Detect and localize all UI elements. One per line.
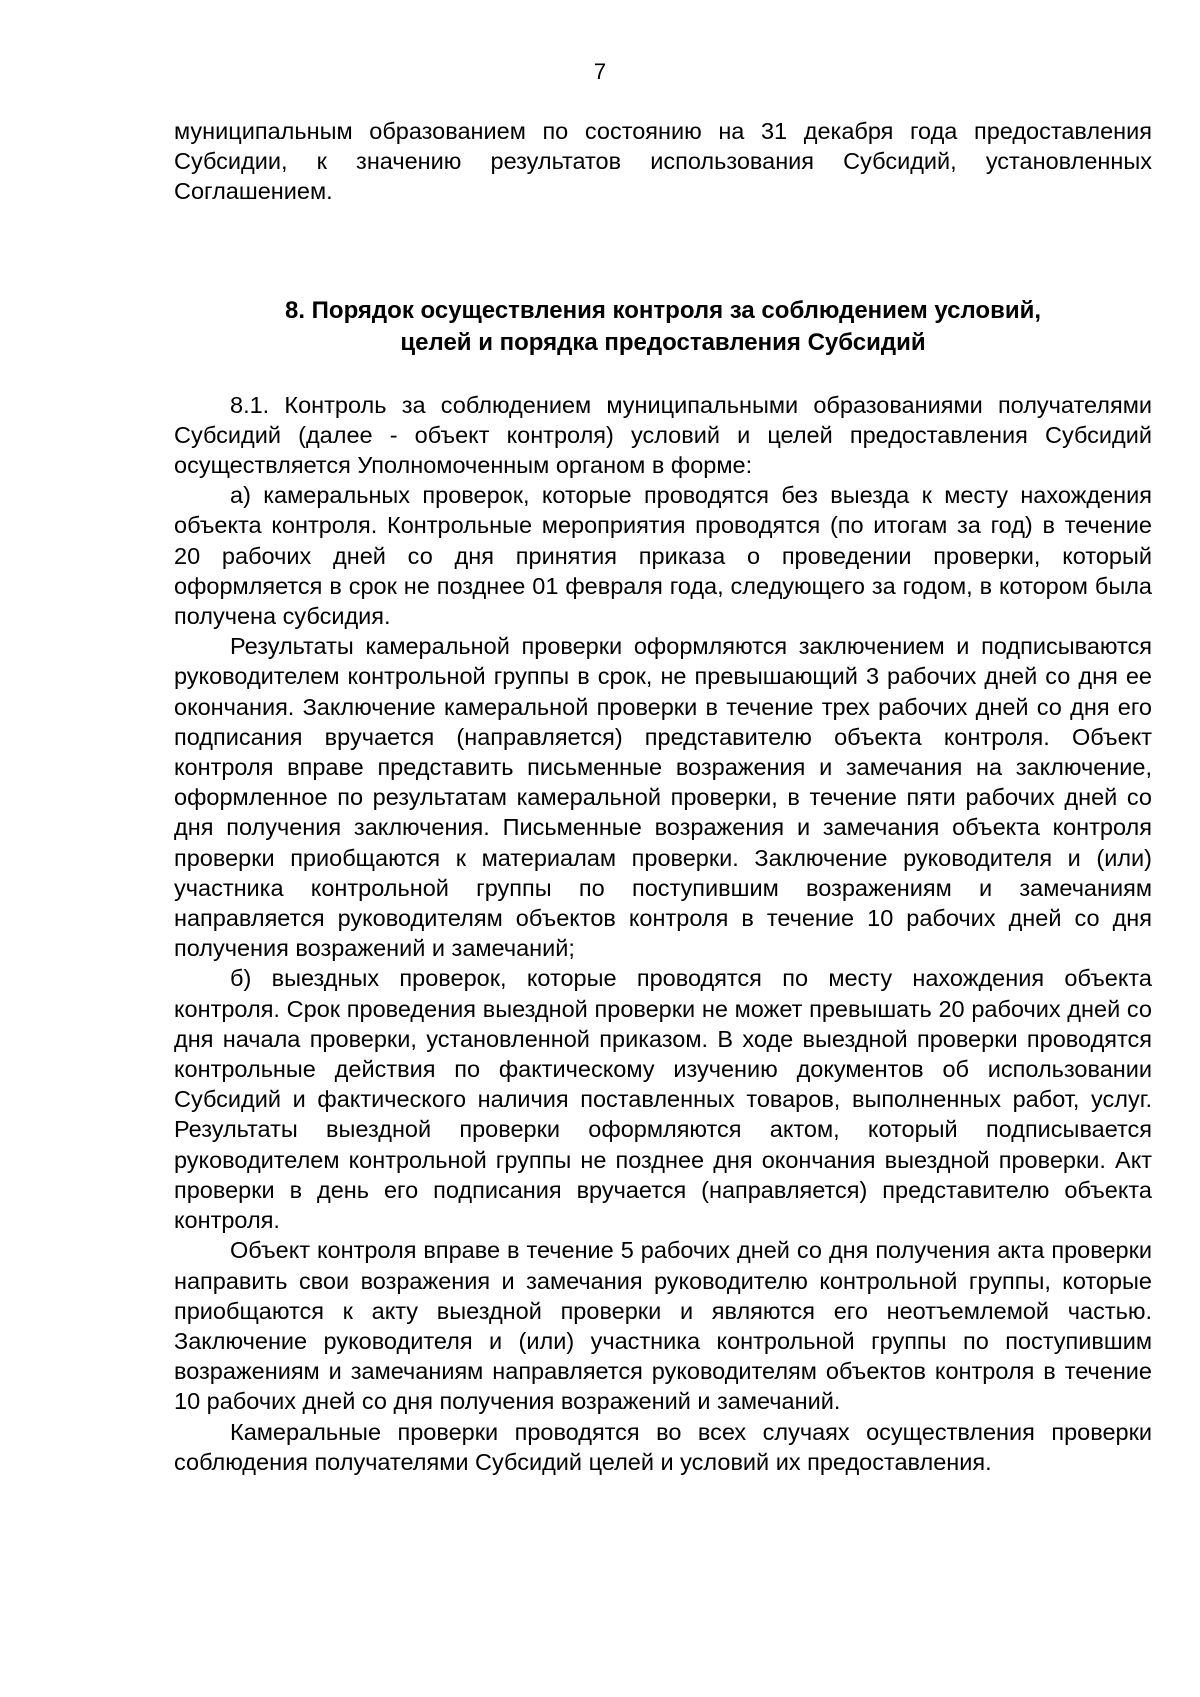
- page-number: 7: [593, 59, 607, 84]
- paragraph-item-b: б) выездных проверок, которые проводятся по месту нахождения объекта контроля. Срок проведения выездной проверки не может превышать 20 рабочих дней со дня начала проверки, установленной приказом. В ходе выездной проверки проводятся контрольные действия по фактическому изучению документов об использовании Субсидий и фактического наличия поставленных товаров, выполненных работ, услуг. Результаты выездной проверки оформляются актом, который подписывается руководителем контрольной группы не позднее дня окончания выездной проверки. Акт проверки в день его подписания вручается (направляется) представителю объекта контроля.: [174, 965, 1152, 1234]
- section-heading-line-2: целей и порядка предоставления Субсидий: [400, 328, 926, 356]
- page-content: [174, 116, 1152, 1477]
- paragraph-8-1: 8.1. Контроль за соблюдением муниципальными образованиями получателями Субсидий (далее - объект контроля) условий и целей предоставления Субсидий осуществляется Уполномоченным органом в форме:: [174, 391, 1152, 479]
- continuation-paragraph: муниципальным образованием по состоянию на 31 декабря года предоставления Субсидии, к значению результатов использования Субсидий, установленных Соглашением.: [174, 118, 1152, 205]
- paragraph-desk-audit-results: Результаты камеральной проверки оформляются заключением и подписываются руководителем контрольной группы в срок, не превышающий 3 рабочих дней со дня ее окончания. Заключение камеральной проверки в течение трех рабочих дней со дня его подписания вручается (направляется) представителю объекта контроля. Объект контроля вправе представить письменные возражения и замечания на заключение, оформленное по результатам камеральной проверки, в течение пяти рабочих дней со дня получения заключения. Письменные возражения и замечания объекта контроля проверки приобщаются к материалам проверки. Заключение руководителя и (или) участника контрольной группы по поступившим возражениям и замечаниям направляется руководителям объектов контроля в течение 10 рабочих дней со дня получения возражений и замечаний;: [174, 633, 1152, 962]
- paragraph-desk-audits-all-cases: Камеральные проверки проводятся во всех случаях осуществления проверки соблюдения получателями Субсидий целей и условий их предоставления.: [174, 1418, 1152, 1475]
- paragraph-item-a: а) камеральных проверок, которые проводятся без выезда к месту нахождения объекта контроля. Контрольные мероприятия проводятся (по итогам за год) в течение 20 рабочих дней со дня принятия приказа о проведении проверки, который оформляется в срок не позднее 01 февраля года, следующего за годом, в котором была получена субсидия.: [174, 482, 1152, 630]
- section-heading-line-1: 8. Порядок осуществления контроля за соблюдением условий,: [284, 296, 1041, 324]
- spacer: [174, 359, 1152, 390]
- paragraph-objections: Объект контроля вправе в течение 5 рабочих дней со дня получения акта проверки направить свои возражения и замечания руководителю контрольной группы, которые приобщаются к акту выездной проверки и являются его неотъемлемой частью. Заключение руководителя и (или) участника контрольной группы по поступившим возражениям и замечаниям направляется руководителям объектов контроля в течение 10 рабочих дней со дня получения возражений и замечаний.: [174, 1237, 1152, 1415]
- spacer: [174, 207, 1152, 295]
- section-heading: [174, 295, 1152, 359]
